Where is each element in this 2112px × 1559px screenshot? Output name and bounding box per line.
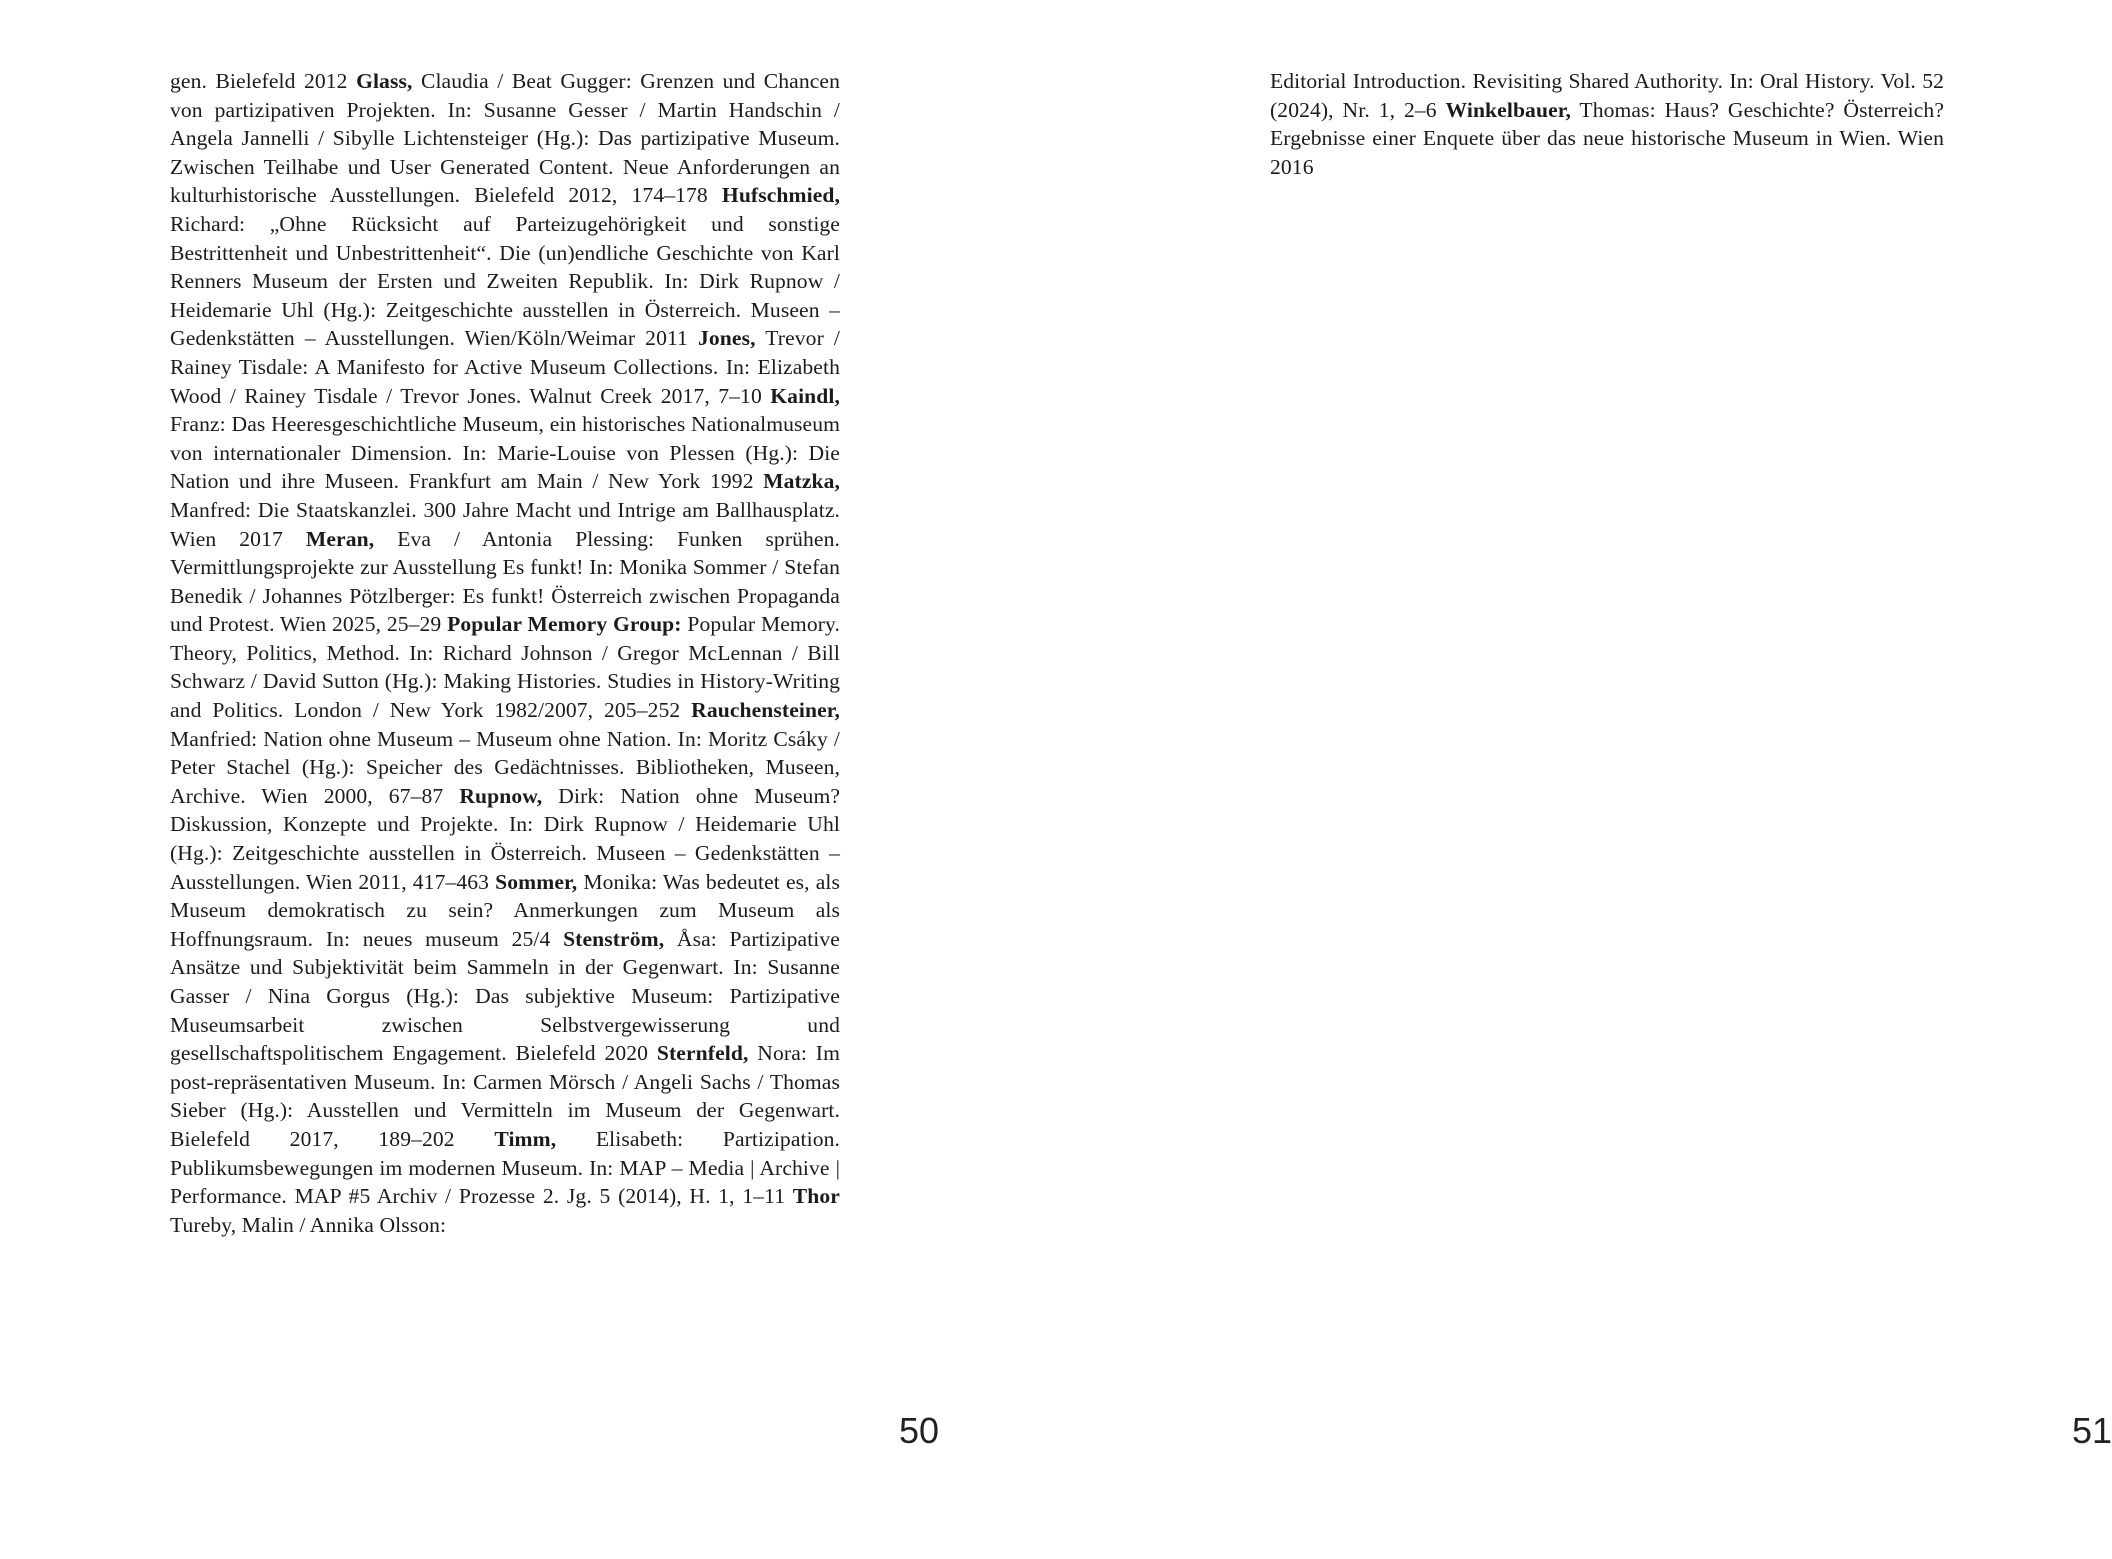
entry-author: Kaindl, xyxy=(770,383,840,408)
entry-author: Rupnow, xyxy=(459,783,543,808)
entry-author: Rauchensteiner, xyxy=(691,698,840,723)
entry-text: Manfred: Die Staatskanzlei. 300 Jahre Macht und Intrige am Ballhausplatz. Wien 2017 xyxy=(170,497,840,551)
page-number: 51 xyxy=(2072,1410,2112,1451)
entry-author: Meran, xyxy=(305,526,375,551)
entry-text: Eva / Antonia Plessing: Funken sprühen. Vermittlungsprojekte zur Ausstellung Es funkt! In: Monika Sommer / Stefan Benedik / Johannes Pötzlberger: Es funkt! Österreich zwischen Propaganda und Protest. Wien 2025, 25–29 xyxy=(170,526,840,637)
entry-author: Glass, xyxy=(356,69,413,93)
entry-author: Popular Memory Group: xyxy=(447,612,682,637)
entry-text: Tureby, Malin / Annika Olsson: xyxy=(170,1212,447,1237)
entry-text: Åsa: Partizipative Ansätze und Subjektivität beim Sammeln in der Gegenwart. In: Susanne Gasser / Nina Gorgus (Hg.): Das subjektive Museum: Partizipative Museumsarbeit zwischen Selbstvergewisserung und gesellschaftspolitischem Engagement. Bielefeld 2020 xyxy=(170,926,840,1066)
entry-text: Popular Memory. Theory, Politics, Method. In: Richard Johnson / Gregor McLennan / Bill Schwarz / David Sutton (Hg.): Making Histories. Studies in History-Writing and Politics. London / New York 1982/2007, 205–252 xyxy=(170,612,841,723)
entry-text: Nora: Im post-repräsentativen Museum. In: Carmen Mörsch / Angeli Sachs / Thomas Sieber (Hg.): Ausstellen und Vermitteln im Museum der Gegenwart. Bielefeld 2017, 189–202 xyxy=(170,1041,840,1151)
entry-text: Manfried: Nation ohne Museum – Museum ohne Nation. In: Moritz Csáky / Peter Stachel (Hg.): Speicher des Gedächtnisses. Bibliotheken, Museen, Archive. Wien 2000, 67–87 xyxy=(170,726,840,808)
entry-text: Claudia / Beat Gugger: Grenzen und Chancen von partizipativen Projekten. In: Susanne Gesser / Martin Handschin / Angela Jannelli / Sibylle Lichtensteiger (Hg.): Das partizipative Museum. Zwischen Teilhabe und User Generated Content. Neue Anforderungen an kulturhistorische Ausstellungen. Bielefeld 2012, 174–178 xyxy=(170,69,841,208)
bibliography-column-right xyxy=(1270,67,1944,181)
entry-text: Elisabeth: Partizipation. Publikumsbewegungen im modernen Museum. In: MAP – Media | Archive | Performance. MAP #5 Archiv / Prozesse 2. Jg. 5 (2014), H. 1, 1–11 xyxy=(170,1126,840,1209)
entry-text: Thomas: Haus? Geschichte? Österreich? Ergebnisse einer Enquete über das neue historische Museum in Wien. Wien 2016 xyxy=(1270,97,1945,179)
entry-author: Sommer, xyxy=(495,869,578,894)
entry-author: Timm, xyxy=(494,1126,557,1151)
bibliography-lead-in: gen. Bielefeld 2012 xyxy=(170,69,348,93)
bibliography-lead-in: Editorial Introduction. Revisiting Shared Authority. In: Oral History. Vol. 52 (2024), Nr. 1, 2–6 xyxy=(1270,69,1944,122)
entry-text: Franz: Das Heeresgeschichtliche Museum, ein historisches Nationalmuseum von internationaler Dimension. In: Marie-Louise von Plessen (Hg.): Die Nation und ihre Museen. Frankfurt am Main / New York 1992 xyxy=(170,412,840,494)
entry-author: Winkelbauer, xyxy=(1445,97,1571,122)
entry-author: Jones, xyxy=(698,326,756,351)
entry-author: Thor xyxy=(792,1184,840,1209)
entry-author: Sternfeld, xyxy=(656,1041,749,1066)
entry-text: Monika: Was bedeutet es, als Museum demokratisch zu sein? Anmerkungen zum Museum als Hoffnungsraum. In: neues museum 25/4 xyxy=(170,869,840,951)
page-number: 50 xyxy=(899,1410,940,1451)
entry-text: Richard: „Ohne Rücksicht auf Parteizugehörigkeit und sonstige Bestrittenheit und Unbestrittenheit“. Die (un)endliche Geschichte von Karl Renners Museum der Ersten und Zweiten Republik. In: Dirk Rupnow / Heidemarie Uhl (Hg.): Zeitgeschichte ausstellen in Österreich. Museen – Gedenkstätten – Ausstellungen. Wien/Köln/Weimar 2011 xyxy=(170,211,840,351)
entry-text: Trevor / Rainey Tisdale: A Manifesto for Active Museum Collections. In: Elizabeth Wood / Rainey Tisdale / Trevor Jones. Walnut Creek 2017, 7–10 xyxy=(170,326,841,408)
entry-author: Stenström, xyxy=(563,926,665,951)
entry-author: Hufschmied, xyxy=(721,183,840,208)
left-page xyxy=(0,0,1000,1559)
entry-text: Dirk: Nation ohne Museum? Diskussion, Konzepte und Projekte. In: Dirk Rupnow / Heidemarie Uhl (Hg.): Zeitgeschichte ausstellen in Österreich. Museen – Gedenkstätten – Ausstellungen. Wien 2011, 417–463 xyxy=(170,783,841,894)
entry-author: Matzka, xyxy=(763,469,841,494)
bibliography-column-left xyxy=(170,67,840,1239)
right-page xyxy=(1000,0,2112,1559)
